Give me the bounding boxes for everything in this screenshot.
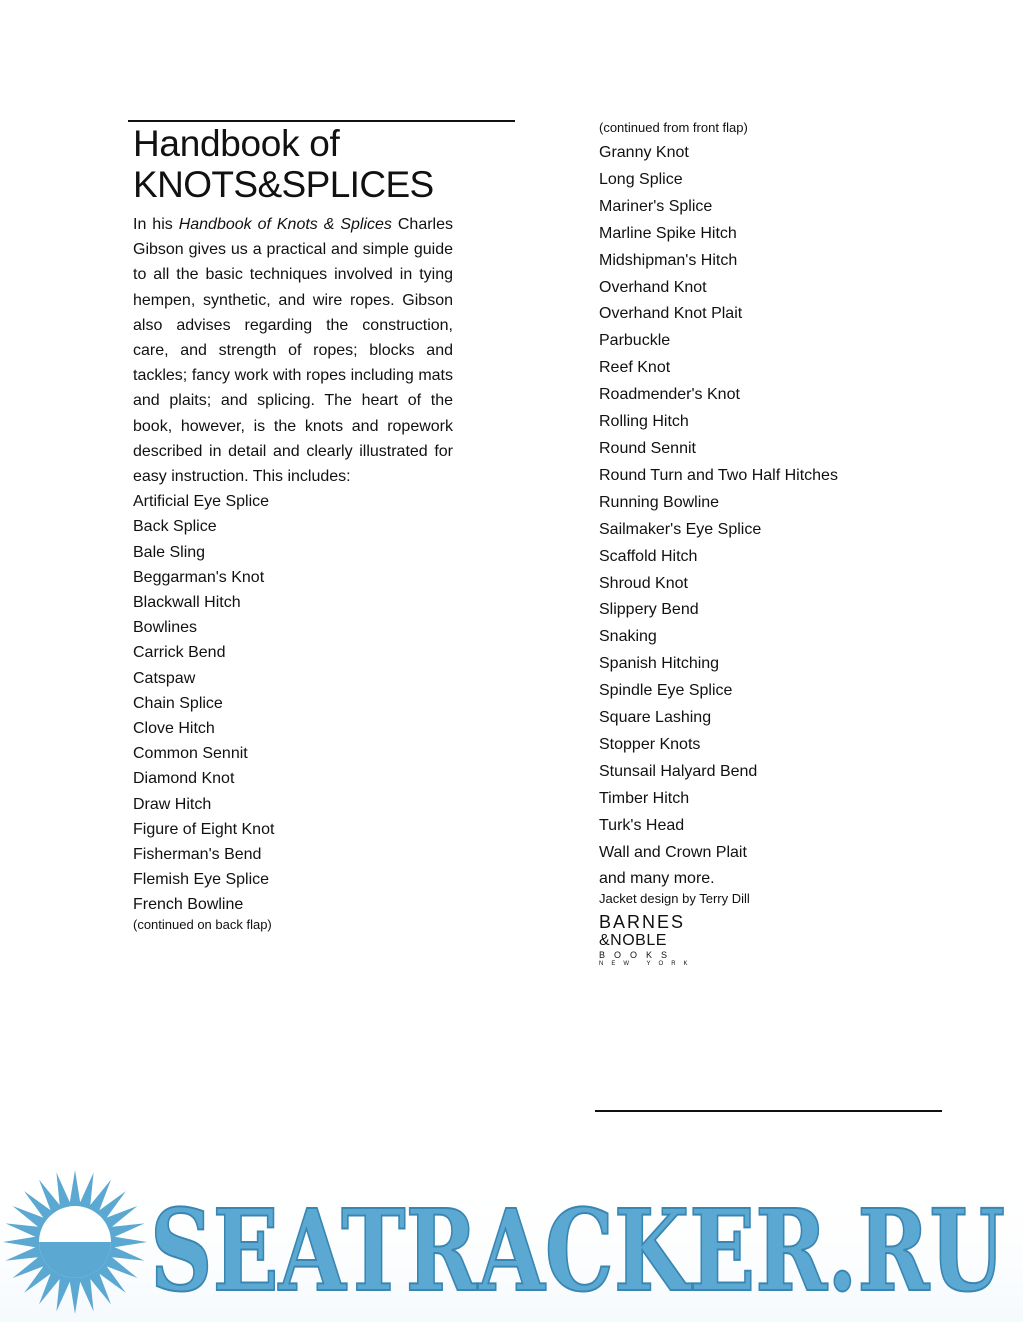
continued-on-back-note: (continued on back flap)	[133, 916, 272, 932]
watermark-text: SEATRACKER.RU	[150, 1195, 1005, 1305]
knot-list-item: Square Lashing	[599, 709, 712, 727]
knot-list-item: Scaffold Hitch	[599, 547, 698, 565]
jacket-credit: Jacket design by Terry Dill	[599, 891, 750, 907]
knot-list-item: Mariner's Splice	[599, 197, 713, 215]
knot-list-item: Reef Knot	[599, 359, 671, 377]
knot-list-item: Overhand Knot	[599, 278, 707, 296]
knot-list-item: Blackwall Hitch	[133, 594, 241, 612]
book-title: Handbook of Knots & Splices	[178, 216, 392, 233]
sun-icon	[3, 1170, 147, 1314]
knot-list-item: Draw Hitch	[133, 795, 212, 813]
knot-list-item: Shroud Knot	[599, 574, 688, 592]
knot-list-item: Back Splice	[133, 518, 217, 536]
knot-list-item: Diamond Knot	[133, 770, 235, 788]
knot-list-item: Stopper Knots	[599, 735, 701, 753]
knot-list-item: Clove Hitch	[133, 720, 215, 738]
knot-list-item: Catspaw	[133, 669, 196, 687]
publisher-line-3: BOOKS	[599, 950, 677, 961]
knot-list-item: Timber Hitch	[599, 789, 690, 807]
knot-list-item: Spanish Hitching	[599, 655, 720, 673]
knot-list-item: Wall and Crown Plait	[599, 843, 747, 861]
knot-list-item: Overhand Knot Plait	[599, 305, 743, 323]
publisher-line-2: &NOBLE	[599, 932, 667, 950]
knot-list-item: Round Sennit	[599, 439, 696, 457]
watermark-text-svg	[150, 1195, 1010, 1305]
knot-list-front	[133, 489, 453, 917]
knot-list-item: Running Bowline	[599, 493, 720, 511]
publisher-line-4: NEW YORK	[599, 961, 696, 968]
knot-list-item: Spindle Eye Splice	[599, 682, 733, 700]
knot-list-item: Carrick Bend	[133, 644, 226, 662]
intro-body: Charles Gibson gives us a practical and simple guide to all the basic techniques involved in tying hempen, synthetic, and wire ropes. Gibson also advises regarding the construction, care, and strength of ropes; blocks and tackles; fancy work with ropes including mats and plaits; and splicing. The heart of the book, however, is the knots and ropework described in detail and clearly illustrated for easy instruction. This includes:	[133, 216, 453, 486]
knot-list-item: Beggarman's Knot	[133, 568, 265, 586]
back-flap	[599, 121, 929, 968]
title-line-2: KNOTS&SPLICES	[133, 164, 434, 205]
intro-paragraph	[133, 212, 453, 489]
title-line-1: Handbook of	[133, 123, 340, 164]
and-many-more: and many more.	[599, 870, 715, 888]
knot-list-item: Figure of Eight Knot	[133, 820, 275, 838]
publisher-logo	[599, 912, 929, 968]
knot-list-item: Round Turn and Two Half Hitches	[599, 466, 838, 484]
knot-list-item: Chain Splice	[133, 694, 223, 712]
continued-from-front-note: (continued from front flap)	[599, 120, 748, 135]
front-flap	[133, 122, 453, 932]
knot-list-item: Snaking	[599, 628, 657, 646]
knot-list-item: Fisherman's Bend	[133, 846, 262, 864]
knot-list-item: Parbuckle	[599, 332, 671, 350]
publisher-line-1: BARNES	[599, 912, 686, 933]
knot-list-item: Bowlines	[133, 619, 198, 637]
knot-list-item: Sailmaker's Eye Splice	[599, 520, 762, 538]
knot-list-item: Slippery Bend	[599, 601, 699, 619]
knot-list-item: Turk's Head	[599, 816, 685, 834]
intro-prefix: In his	[133, 216, 179, 233]
knot-list-item: Artificial Eye Splice	[133, 493, 270, 511]
bottom-rule	[595, 1110, 942, 1112]
knot-list-item: French Bowline	[133, 896, 244, 914]
knot-list-item: Rolling Hitch	[599, 413, 689, 431]
knot-list-item: Granny Knot	[599, 144, 689, 161]
knot-list-item: Stunsail Halyard Bend	[599, 762, 758, 780]
knot-list-back	[599, 140, 929, 866]
knot-list-item: Marline Spike Hitch	[599, 224, 737, 242]
knot-list-item: Long Splice	[599, 170, 683, 188]
knot-list-item: Common Sennit	[133, 745, 248, 763]
knot-list-item: Roadmender's Knot	[599, 386, 740, 404]
knot-list-item: Flemish Eye Splice	[133, 871, 270, 889]
knot-list-item: Bale Sling	[133, 543, 206, 561]
knot-list-item: Midshipman's Hitch	[599, 251, 738, 269]
